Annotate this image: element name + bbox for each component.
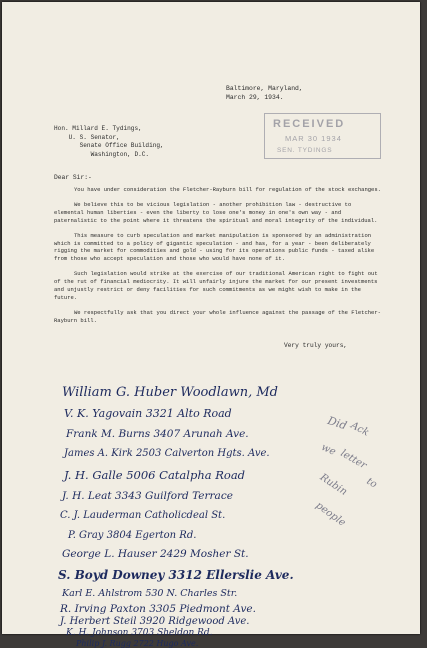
signature-line: William G. Huber Woodlawn, Md	[62, 385, 278, 400]
signature-line: J. H. Galle 5006 Catalpha Road	[64, 468, 246, 482]
margin-note-word: we	[319, 442, 338, 458]
margin-note-word: letter	[338, 448, 369, 472]
signature-line: George L. Hauser 2429 Mosher St.	[62, 548, 249, 560]
stamp-line-2: MAR 30 1934	[285, 134, 342, 143]
closing: Very truly yours,	[284, 342, 348, 349]
signature-line: R. Irving Paxton 3305 Piedmont Ave.	[60, 603, 256, 615]
signature-line: Frank M. Burns 3407 Arunah Ave.	[66, 428, 249, 440]
letter-place: Baltimore, Maryland,	[226, 85, 303, 92]
signature-line: V. K. Yagovain 3321 Alto Road	[64, 407, 232, 420]
body-paragraph: You have under consideration the Fletcher-Rayburn bill for regulation of the stock exchanges.	[74, 186, 381, 193]
letter-date-block	[226, 84, 303, 102]
signature-line: James A. Kirk 2503 Calverton Hgts. Ave.	[64, 448, 270, 459]
signature-line: Philip J. Rugg 2722 Hugo Ave.	[76, 639, 199, 648]
letter-page	[2, 2, 420, 648]
margin-note-word: Ack	[348, 420, 371, 439]
body-paragraph: Such legislation would strike at the exercise of our traditional American right to fight out of the rut of financial mediocrity. It will unfairly injure the market for our present investments and unjustly restrict or deny facilities for such commitments as we might wish to make in the future.	[54, 270, 378, 301]
signature-line: K. H. Johnson 3703 Sheldon Rd.	[66, 628, 213, 638]
signature-line: Karl E. Ahlstrom 530 N. Charles Str.	[62, 588, 238, 599]
margin-note-word: Did	[325, 414, 349, 433]
address-line: Hon. Millard E. Tydings,	[54, 125, 142, 132]
address-line: Senate Office Building,	[54, 142, 164, 150]
body-paragraph: We respectfully ask that you direct your whole influence against the passage of the Fletcher-Rayburn bill.	[54, 308, 381, 324]
body-paragraph: We believe this to be vicious legislation - another prohibition law - destructive to elemental human liberties - even the liberty to lose one's money in one's own way - and paternalistic to the point where it threatens the spiritual and moral integrity of the individual.	[54, 200, 378, 224]
signature-line: C. J. Lauderman Catholicdeal St.	[60, 510, 226, 521]
received-stamp	[264, 113, 381, 159]
signature-line: J. H. Leat 3343 Guilford Terrace	[62, 490, 233, 502]
signature-line: J. Herbert Steil 3920 Ridgewood Ave.	[60, 616, 250, 627]
address-line: U. S. Senator,	[54, 133, 120, 141]
margin-note-word: to	[364, 476, 379, 491]
margin-note-word: Rubin	[317, 472, 349, 498]
signature-line: S. Boyd Downey 3312 Ellerslie Ave.	[58, 568, 294, 582]
letter-body	[54, 186, 384, 332]
inside-address	[54, 125, 164, 159]
margin-note-word: people	[313, 500, 348, 529]
signature-line: P. Gray 3804 Egerton Rd.	[68, 530, 197, 541]
stamp-line-1: RECEIVED	[273, 118, 346, 130]
address-line: Washington, D.C.	[54, 150, 150, 158]
letter-date: March 29, 1934.	[226, 94, 284, 101]
salutation: Dear Sir:-	[54, 174, 92, 181]
body-paragraph: This measure to curb speculation and market manipulation is sponsored by an administration which is committed to a policy of gigantic speculation - and has, for a year - been deliberately rigging the market for commodities and gold - using for its operations public funds - taxed alike from those who accept speculation and those who would have none of it.	[54, 231, 375, 263]
stamp-line-3: SEN. TYDINGS	[277, 147, 333, 154]
